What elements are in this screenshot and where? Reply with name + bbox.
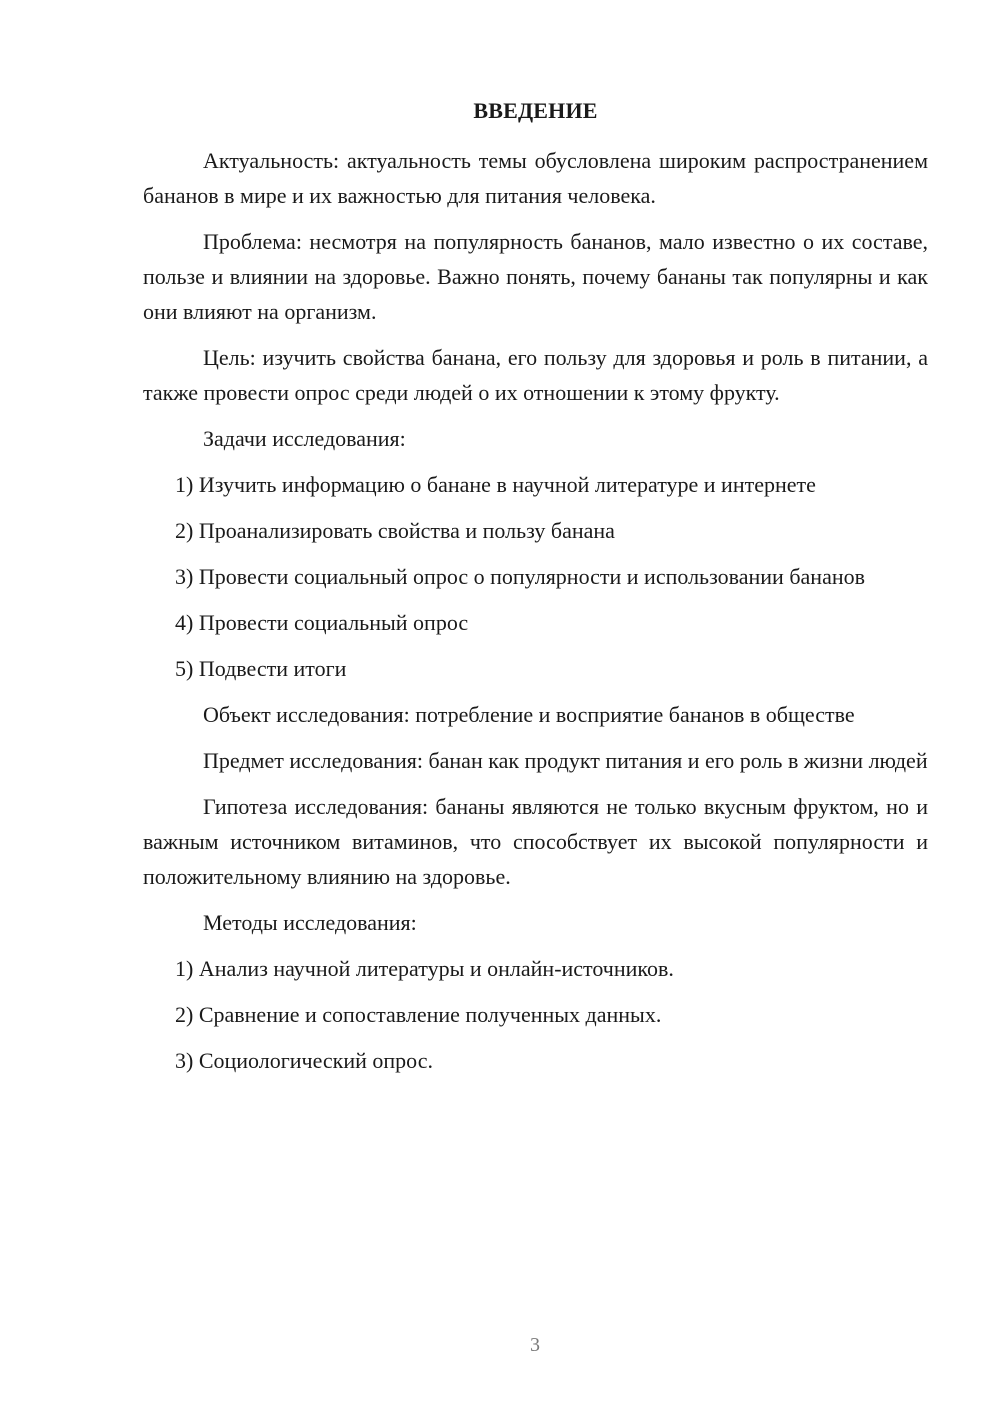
subject-paragraph: Предмет исследования: банан как продукт питания и его роль в жизни людей <box>203 748 928 773</box>
problem-paragraph: Проблема: несмотря на популярность бананов, мало известно о их составе, пользе и влиянии на здоровье. Важно понять, почему бананы так популярны и как они влияют на организм. <box>143 229 928 324</box>
task-item: 2) Проанализировать свойства и пользу банана <box>175 518 615 543</box>
relevance-paragraph: Актуальность: актуальность темы обусловлена широким распространением бананов в мире и их важностью для питания человека. <box>143 148 928 208</box>
goal-paragraph: Цель: изучить свойства банана, его пользу для здоровья и роль в питании, а также провести опрос среди людей о их отношении к этому фрукту. <box>143 345 928 405</box>
task-item: 4) Провести социальный опрос <box>175 610 469 635</box>
object-paragraph: Объект исследования: потребление и восприятие бананов в обществе <box>203 702 855 727</box>
hypothesis-paragraph: Гипотеза исследования: бананы являются не только вкусным фруктом, но и важным источником витаминов, что способствует их высокой популярности и положительному влиянию на здоровье. <box>143 794 928 889</box>
method-item: 1) Анализ научной литературы и онлайн-источников. <box>175 956 674 981</box>
method-item: 3) Социологический опрос. <box>175 1048 433 1073</box>
tasks-heading: Задачи исследования: <box>203 426 406 451</box>
section-title: ВВЕДЕНИЕ <box>473 98 598 123</box>
task-item: 3) Провести социальный опрос о популярности и использовании бананов <box>175 564 865 589</box>
page-number: 3 <box>530 1334 540 1356</box>
task-item: 1) Изучить информацию о банане в научной литературе и интернете <box>175 472 816 497</box>
method-item: 2) Сравнение и сопоставление полученных данных. <box>175 1002 662 1027</box>
document-page <box>143 96 928 1089</box>
task-item: 5) Подвести итоги <box>175 656 347 681</box>
methods-heading: Методы исследования: <box>203 910 417 935</box>
